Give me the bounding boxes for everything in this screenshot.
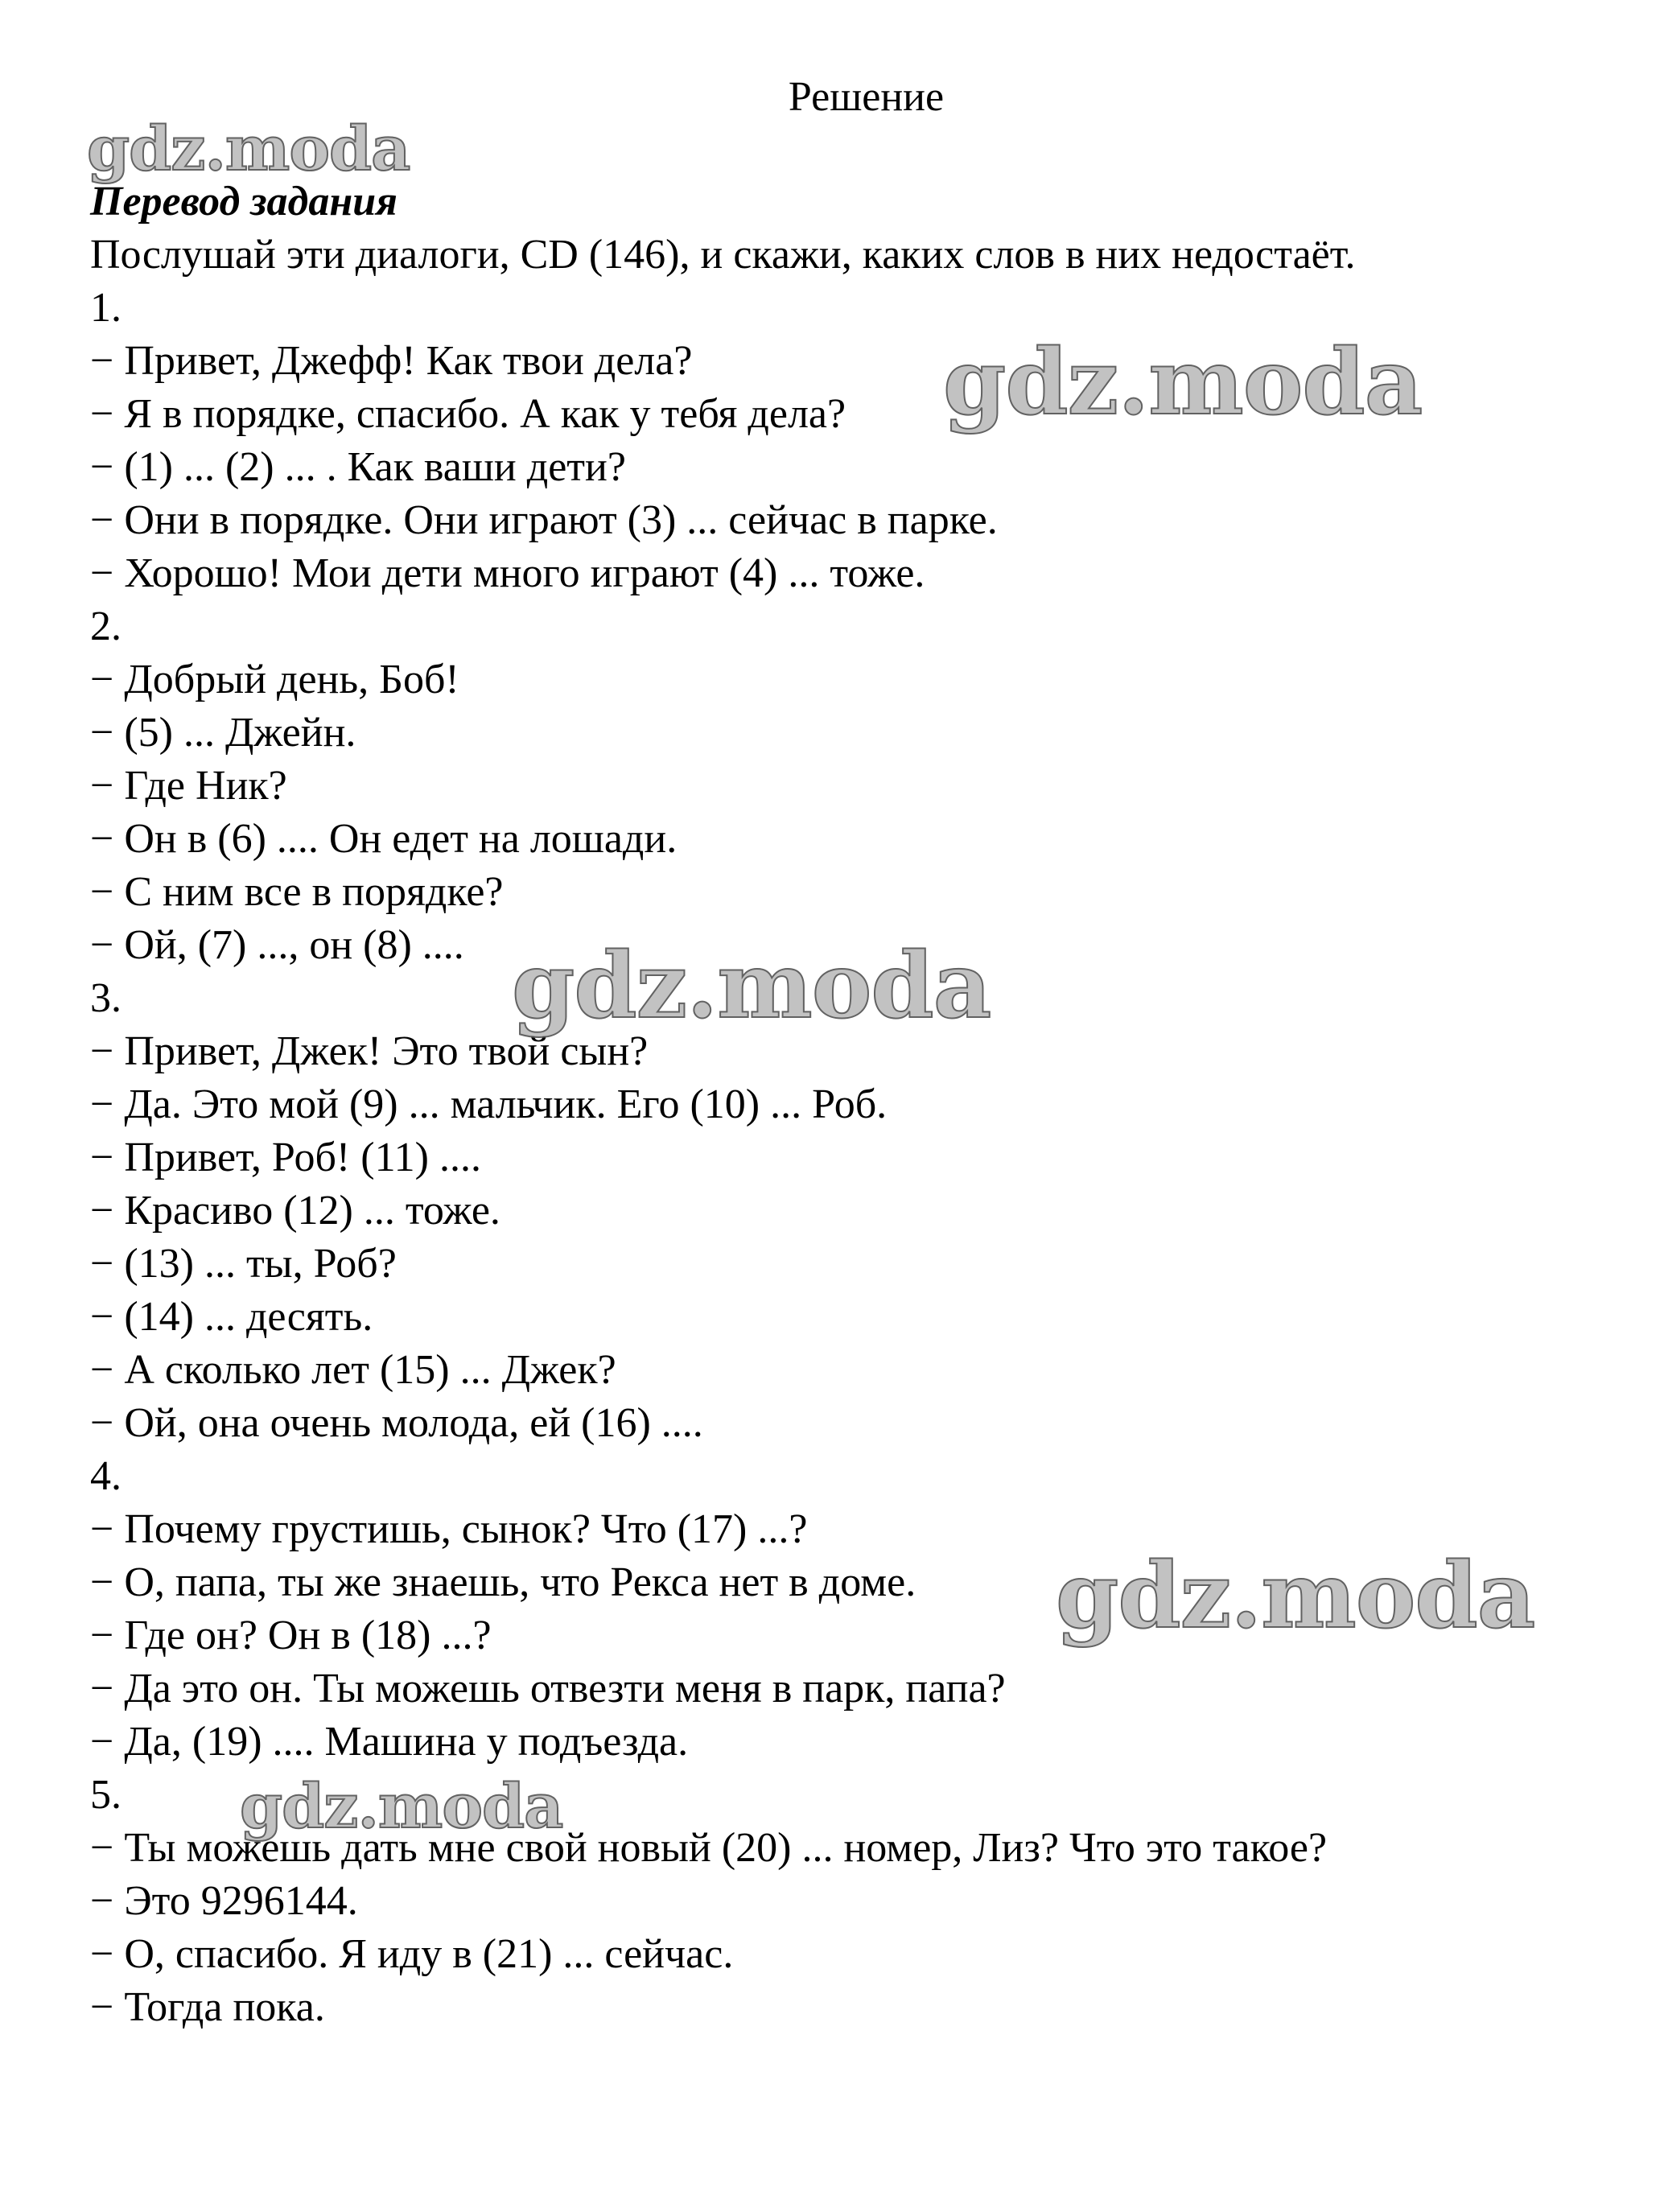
dialogue-line: − Красиво (12) ... тоже. [90, 1188, 500, 1234]
watermark-logo: gdz.moda [943, 330, 1423, 435]
dialogue-line: − Да. Это мой (9) ... мальчик. Его (10) ... Роб. [90, 1081, 888, 1127]
dialogue-line: − Ой, (7) ..., он (8) .... [90, 922, 464, 968]
dialogue-line: − Я в порядке, спасибо. А как у тебя дела? [90, 391, 846, 437]
dialogue-line: − Добрый день, Боб! [90, 657, 459, 702]
dialogue-number: 5. [90, 1772, 122, 1818]
dialogue-line: − Хорошо! Мои дети много играют (4) ... тоже. [90, 550, 925, 596]
dialogue-line: − (14) ... десять. [90, 1294, 373, 1340]
watermark-logo: gdz.moda [512, 933, 991, 1039]
dialogue-line: − Привет, Джефф! Как твои дела? [90, 338, 693, 384]
section-heading: Перевод задания [90, 179, 397, 224]
dialogue-number: 1. [90, 285, 122, 331]
dialogue-line: − О, папа, ты же знаешь, что Рекса нет в доме. [90, 1559, 916, 1605]
dialogue-number: 4. [90, 1453, 122, 1499]
dialogue-line: − Он в (6) .... Он едет на лошади. [90, 816, 678, 862]
dialogue-line: − Это 9296144. [90, 1878, 358, 1924]
watermark-logo: gdz.moda [1056, 1543, 1535, 1649]
dialogue-line: − Привет, Роб! (11) .... [90, 1135, 481, 1180]
dialogue-line: − Почему грустишь, сынок? Что (17) ...? [90, 1506, 808, 1552]
dialogue-line: − (1) ... (2) ... . Как ваши дети? [90, 444, 626, 490]
dialogue-line: − С ним все в порядке? [90, 869, 504, 915]
dialogue-line: − Ой, она очень молода, ей (16) .... [90, 1400, 703, 1446]
dialogue-line: − (13) ... ты, Роб? [90, 1241, 397, 1287]
dialogue-line: − Да это он. Ты можешь отвезти меня в парк, папа? [90, 1666, 1006, 1712]
dialogue-line: − Где он? Он в (18) ...? [90, 1613, 492, 1658]
dialogue-line: − Тогда пока. [90, 1984, 325, 2030]
dialogue-line: − Где Ник? [90, 763, 287, 809]
dialogue-line: − О, спасибо. Я иду в (21) ... сейчас. [90, 1931, 734, 1977]
dialogue-line: − А сколько лет (15) ... Джек? [90, 1347, 616, 1393]
dialogue-line: − Да, (19) .... Машина у подъезда. [90, 1719, 689, 1765]
dialogue-line: − Они в порядке. Они играют (3) ... сейчас в парке. [90, 497, 998, 543]
watermark-logo: gdz.moda [87, 113, 410, 184]
dialogue-line: − (5) ... Джейн. [90, 710, 356, 756]
instruction-line: Послушай эти диалоги, CD (146), и скажи, каких слов в них недостаёт. [90, 232, 1356, 278]
dialogue-line: − Привет, Джек! Это твой сын? [90, 1028, 649, 1074]
dialogue-number: 2. [90, 603, 122, 649]
watermark-logo: gdz.moda [240, 1770, 563, 1842]
page-title: Решение [788, 74, 945, 120]
document-body [90, 229, 1635, 2034]
dialogue-line: − Ты можешь дать мне свой новый (20) ... номер, Лиз? Что это такое? [90, 1825, 1328, 1871]
dialogue-number: 3. [90, 975, 122, 1021]
